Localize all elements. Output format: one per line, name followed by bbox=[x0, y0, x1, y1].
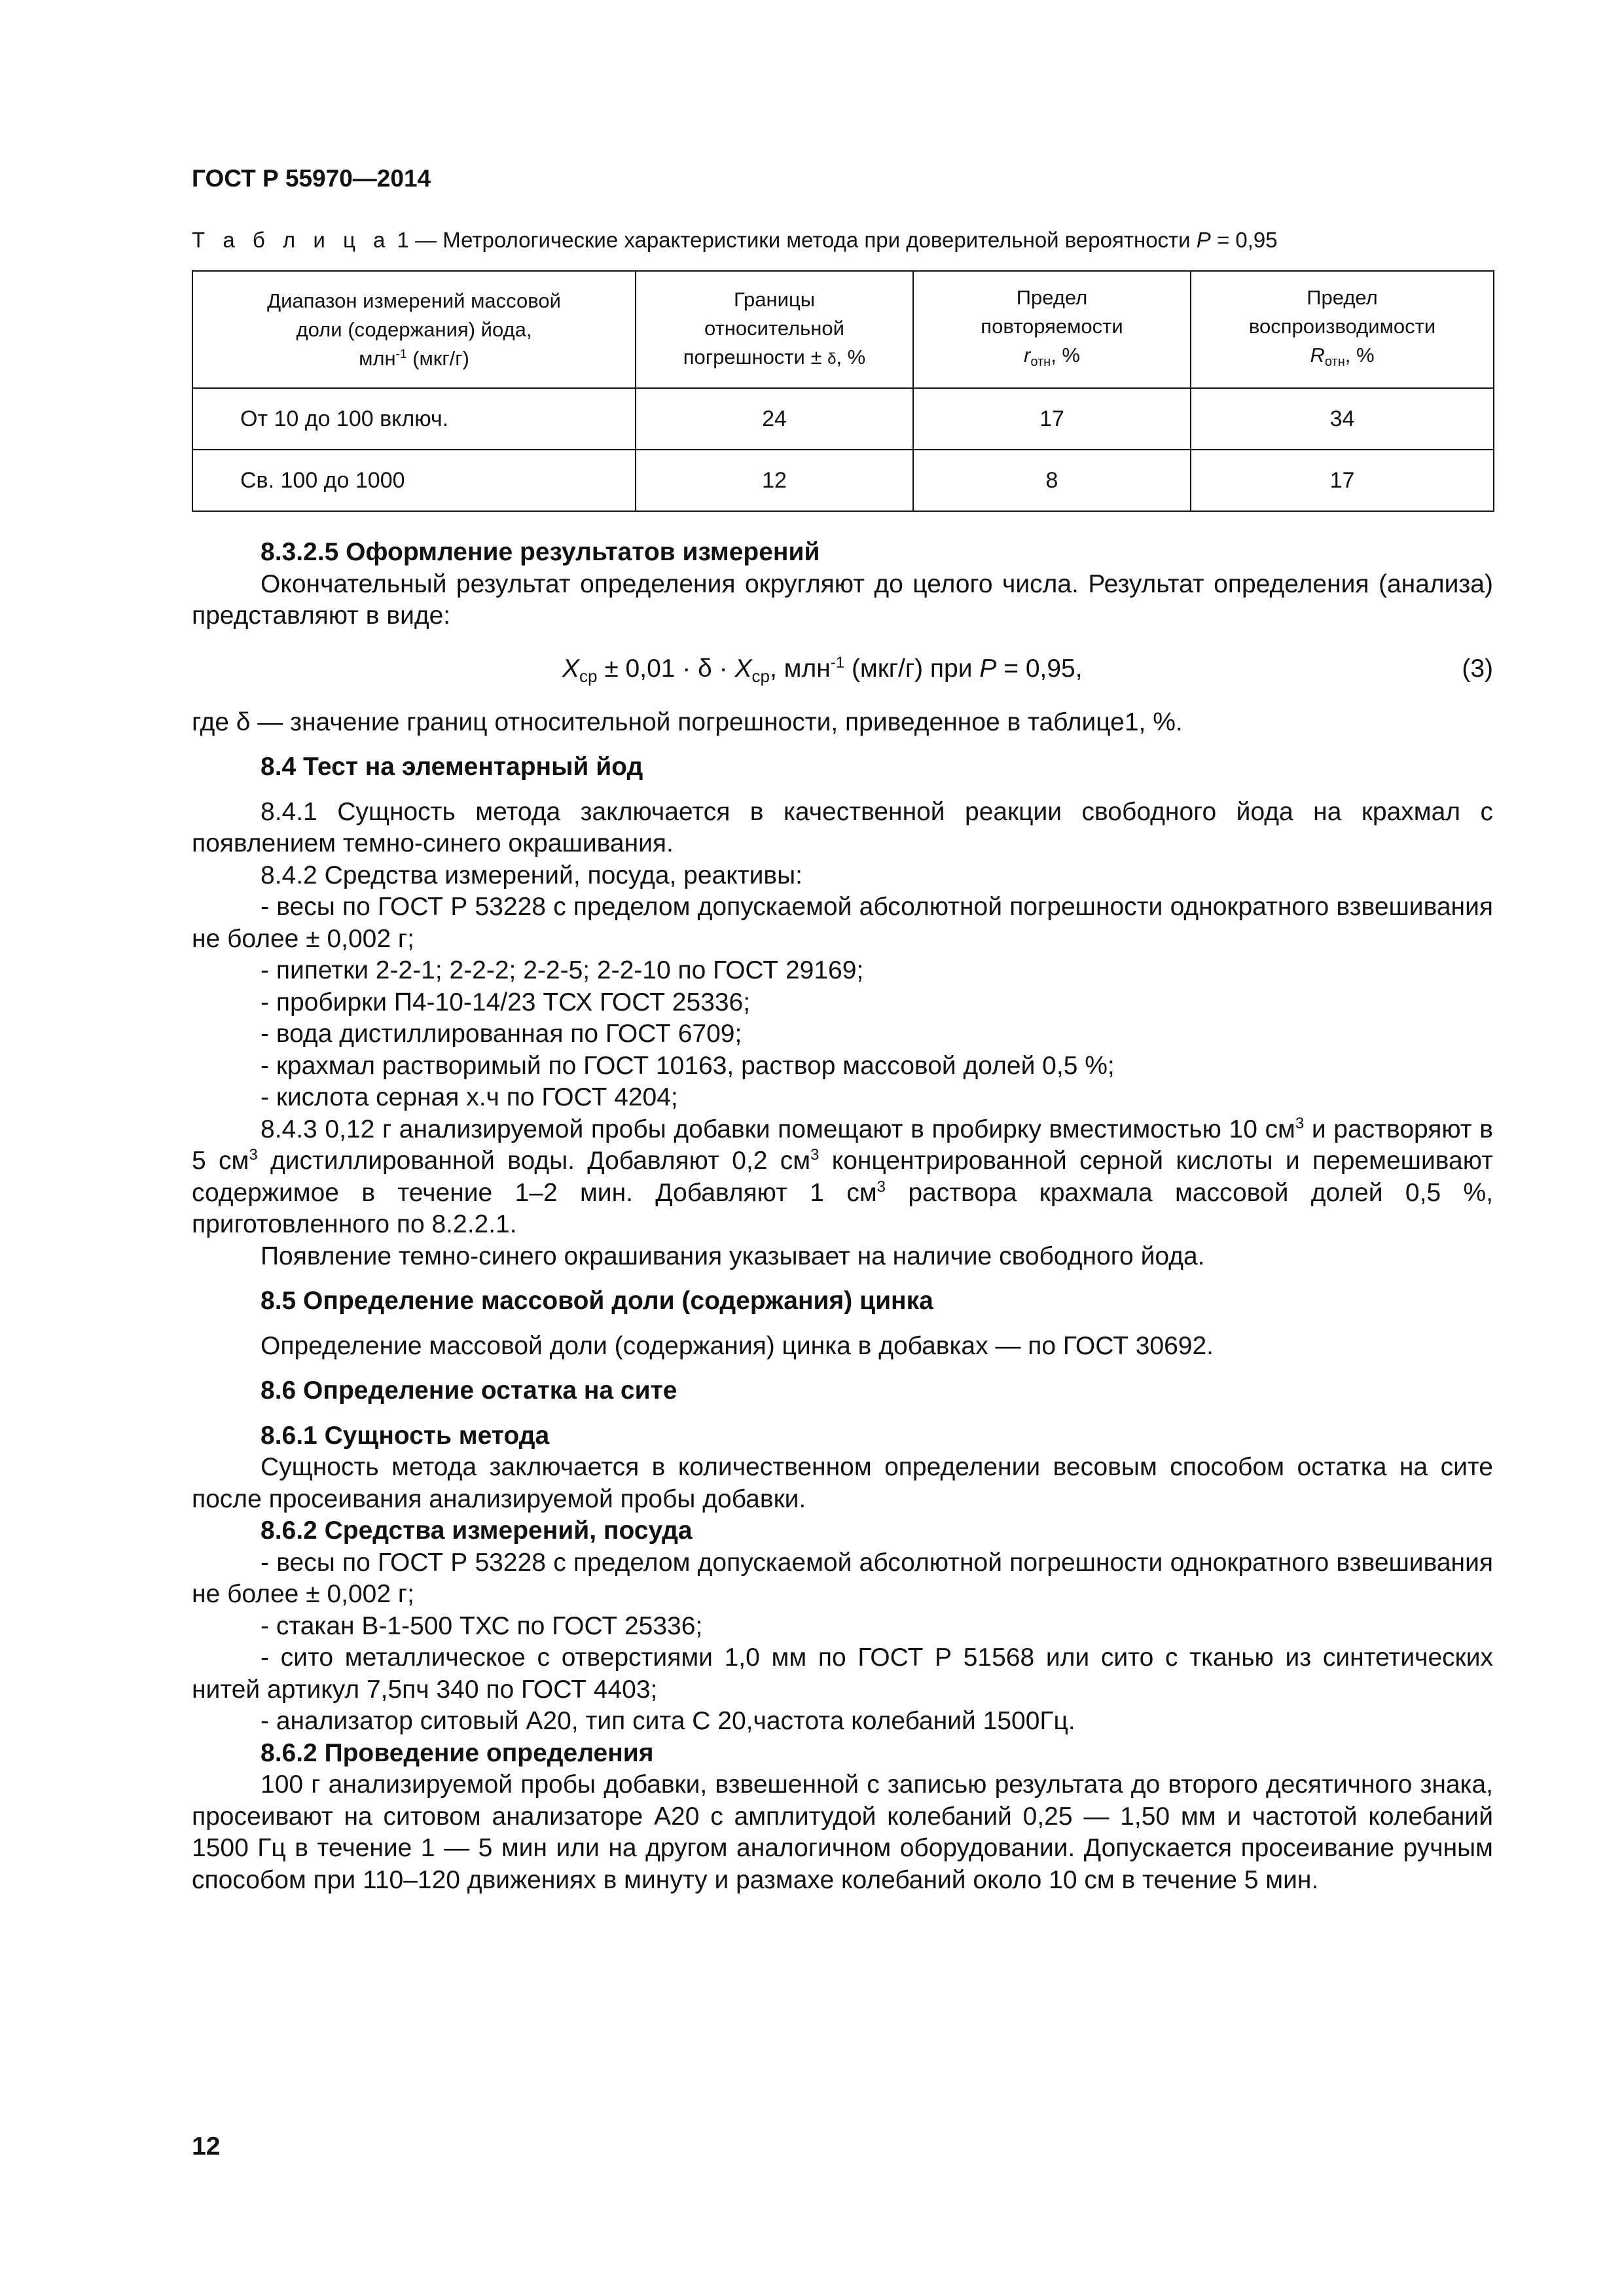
page-header-standard: ГОСТ Р 55970—2014 bbox=[192, 165, 431, 192]
list-item: - весы по ГОСТ Р 53228 с пределом допускаемой абсолютной погрешности однократного взвешивания не более ± 0,002 г; bbox=[192, 893, 1493, 953]
section-8-6-1-text: Сущность метода заключается в количественном определении весовым способом остатка на сите после просеивания анализируемой пробы добавки. bbox=[192, 1453, 1493, 1513]
metrology-table bbox=[192, 270, 1494, 512]
section-8-6-3-text: 100 г анализируемой пробы добавки, взвешенной с записью результата до второго десятичного знака, просеивают на ситовом анализаторе А20 с амплитудой колебаний 0,25 — 1,50 мм и частотой колебаний 1500 Гц в течение 1 — 5 мин или на другом аналогичном оборудовании. Допускается просеивание ручным способом при 110–120 движениях в минуту и размахе колебаний около 10 см в течение 5 мин. bbox=[192, 1770, 1493, 1894]
table-header-row bbox=[192, 271, 1494, 388]
table-cell: 24 bbox=[636, 388, 913, 450]
list-item: - стакан В-1-500 ТХС по ГОСТ 25336; bbox=[261, 1611, 703, 1640]
section-8-5-heading: 8.5 Определение массовой доли (содержания) цинка bbox=[261, 1287, 933, 1315]
list-item: - крахмал растворимый по ГОСТ 10163, раствор массовой долей 0,5 %; bbox=[261, 1051, 1115, 1080]
table-row bbox=[192, 450, 1494, 511]
section-8-6-2-heading: 8.6.2 Средства измерений, посуда bbox=[261, 1516, 693, 1545]
table-cell: 12 bbox=[636, 450, 913, 511]
section-8-6-3-heading: 8.6.2 Проведение определения bbox=[261, 1738, 654, 1767]
header-repeatability: Предел повторяемости $r_{отн}$, % bbox=[913, 271, 1191, 388]
table-caption-text: — Метрологические характеристики метода при доверительной вероятности bbox=[415, 228, 1191, 252]
header-reproducibility: Предел воспроизводимости $R_{отн}$, % bbox=[1191, 271, 1494, 388]
section-8-4-3: 8.4.3 0,12 г анализируемой пробы добавки помещают в пробирку вместимостью 10 $см^3$ и растворяют в 5 $см^3$ дистиллированной воды. Добавляют 0,2 $см^3$ концентрированной серной кислоты и перемешивают содержимое в течение 1–2 мин. Добавляют 1 $см^3$ раствора крахмала массовой долей 0,5 %, приготовленного по 8.2.2.1. bbox=[192, 1114, 1494, 1238]
table-caption-number: 1 bbox=[397, 228, 409, 252]
header-range: Диапазон измерений массовой доли (содержания) йода, млн$^{-1}$ (мкг/г) bbox=[192, 271, 636, 388]
header-error-bounds: Границы относительной погрешности ± δ, % bbox=[636, 271, 913, 388]
list-item: - пробирки П4-10-14/23 ТСХ ГОСТ 25336; bbox=[261, 988, 751, 1016]
list-item: - сито металлическое с отверстиями 1,0 мм по ГОСТ Р 51568 или сито с тканью из синтетических нитей артикул 7,5пч 340 по ГОСТ 4403; bbox=[192, 1643, 1493, 1704]
section-8-4-heading: 8.4 Тест на элементарный йод bbox=[261, 753, 643, 781]
document-body bbox=[192, 537, 1493, 1896]
table-cell: 17 bbox=[913, 388, 1191, 450]
table-cell: Св. 100 до 1000 bbox=[192, 450, 636, 511]
section-8-3-2-5-text: Окончательный результат определения округляют до целого числа. Результат определения (анализа) представляют в виде: bbox=[192, 569, 1493, 630]
table-caption-p: P bbox=[1196, 228, 1211, 252]
page-number: 12 bbox=[192, 2132, 221, 2161]
formula-number: (3) bbox=[1462, 654, 1493, 683]
formula-where: где δ — значение границ относительной погрешности, приведенное в таблице1, %. bbox=[192, 708, 1183, 736]
section-8-3-2-5-heading: 8.3.2.5 Оформление результатов измерений bbox=[261, 538, 820, 566]
list-item: - кислота серная х.ч по ГОСТ 4204; bbox=[261, 1083, 678, 1111]
section-8-6-1-heading: 8.6.1 Сущность метода bbox=[261, 1421, 550, 1450]
table-cell: 17 bbox=[1191, 450, 1494, 511]
table-row bbox=[192, 388, 1494, 450]
table-cell: От 10 до 100 включ. bbox=[192, 388, 636, 450]
table-caption-label: Т а б л и ц а bbox=[192, 228, 391, 252]
formula-3 bbox=[192, 636, 1493, 702]
list-item: - анализатор ситовый А20, тип сита С 20,частота колебаний 1500Гц. bbox=[261, 1707, 1075, 1735]
list-item: - вода дистиллированная по ГОСТ 6709; bbox=[261, 1020, 742, 1048]
table-caption-p-value: = 0,95 bbox=[1216, 228, 1278, 252]
formula-expression: $X_{ср} \pm 0,01 \cdot \delta \cdot X_{ср}$, млн$^{-1}$ (мкг/г) при P = 0,95, bbox=[562, 653, 1083, 686]
section-8-4-3-tail: Появление темно-синего окрашивания указывает на наличие свободного йода. bbox=[261, 1242, 1205, 1270]
list-item: - весы по ГОСТ Р 53228 с пределом допускаемой абсолютной погрешности однократного взвешивания не более ± 0,002 г; bbox=[192, 1548, 1493, 1608]
section-8-6-heading: 8.6 Определение остатка на сите bbox=[261, 1376, 677, 1405]
table-caption bbox=[192, 228, 1278, 253]
table-cell: 8 bbox=[913, 450, 1191, 511]
list-item: - пипетки 2-2-1; 2-2-2; 2-2-5; 2-2-10 по ГОСТ 29169; bbox=[261, 956, 864, 984]
section-8-5-text: Определение массовой доли (содержания) цинка в добавках — по ГОСТ 30692. bbox=[261, 1331, 1214, 1360]
table-cell: 34 bbox=[1191, 388, 1494, 450]
section-8-4-1: 8.4.1 Сущность метода заключается в качественной реакции свободного йода на крахмал с появлением темно-синего окрашивания. bbox=[192, 797, 1493, 857]
section-8-4-2: 8.4.2 Средства измерений, посуда, реактивы: bbox=[261, 861, 803, 889]
